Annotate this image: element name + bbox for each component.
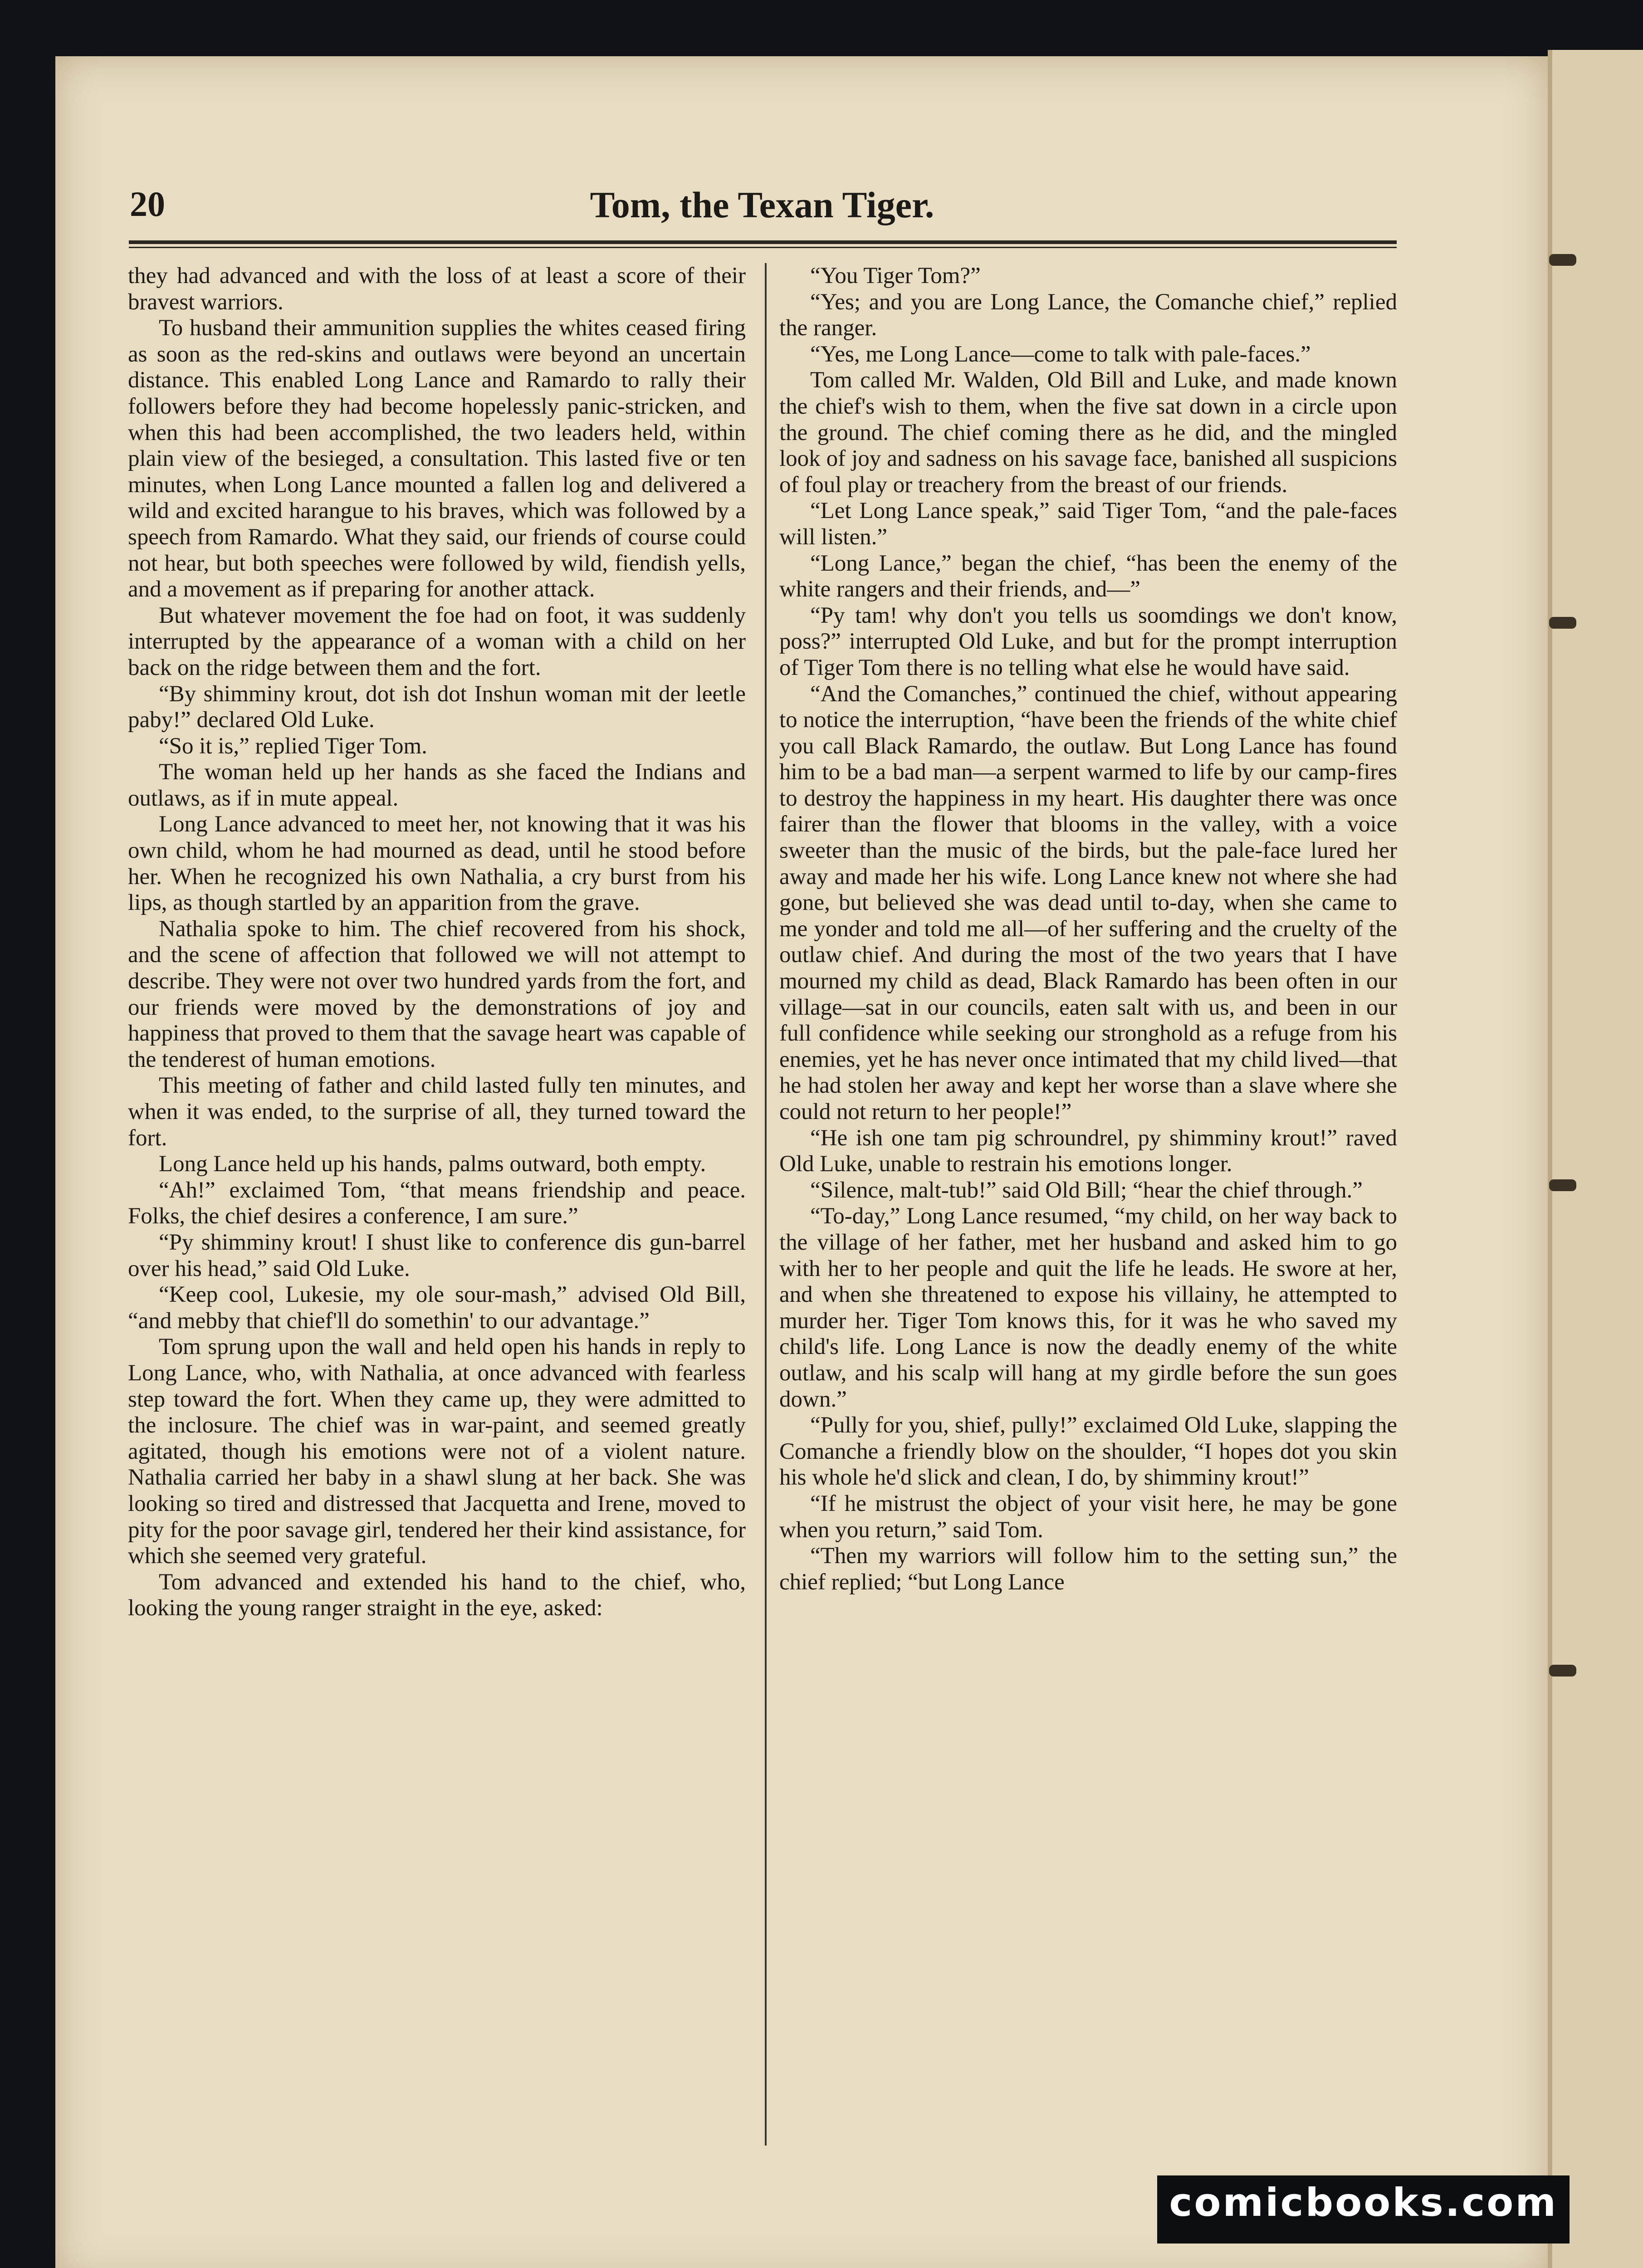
paragraph: This meeting of father and child lasted fully ten minutes, and when it was ended, to the surprise of all, they turned toward the fort. bbox=[128, 1073, 746, 1151]
paragraph: “Then my warriors will follow him to the setting sun,” the chief replied; “but Long Lance bbox=[779, 1543, 1397, 1595]
paragraph: they had advanced and with the loss of at least a score of their bravest warriors. bbox=[128, 263, 746, 315]
right-column bbox=[779, 263, 1397, 1595]
paragraph: “If he mistrust the object of your visit here, he may be gone when you return,” said Tom. bbox=[779, 1491, 1397, 1543]
header-rule bbox=[129, 240, 1397, 244]
binding-stitch bbox=[1549, 254, 1576, 266]
paragraph: “Pully for you, shief, pully!” exclaimed Old Luke, slapping the Comanche a friendly blow on the shoulder, “I hopes dot you skin his whole he'd slick and clean, I do, by shimminy krout!” bbox=[779, 1413, 1397, 1491]
paragraph: “So it is,” replied Tiger Tom. bbox=[159, 733, 427, 759]
paragraph: Long Lance advanced to meet her, not knowing that it was his own child, whom he had mourned as dead, until he stood before her. When he recognized his own Nathalia, a cry burst from his lips, as though startled by an apparition from the grave. bbox=[128, 811, 746, 916]
paragraph: “Ah!” exclaimed Tom, “that means friendship and peace. Folks, the chief desires a conference, I am sure.” bbox=[128, 1177, 746, 1229]
paragraph: The woman held up her hands as she faced the Indians and outlaws, as if in mute appeal. bbox=[128, 759, 746, 811]
paragraph: “Let Long Lance speak,” said Tiger Tom, “and the pale-faces will listen.” bbox=[779, 498, 1397, 550]
header-rule-thin bbox=[129, 247, 1397, 248]
paragraph: “Silence, malt-tub!” said Old Bill; “hear the chief through.” bbox=[810, 1177, 1363, 1203]
paragraph: Long Lance held up his hands, palms outward, both empty. bbox=[159, 1151, 706, 1177]
paragraph: Tom sprung upon the wall and held open his hands in reply to Long Lance, who, with Nathalia, at once advanced with fearless step toward the fort. When they came up, they were admitted to the inclosure. The chief was in war-paint, and seemed greatly agitated, though his emotions were not of a violent nature. Nathalia carried her baby in a shawl slung at her back. She was looking so tired and distressed that Jacquetta and Irene, moved to pity for the poor savage girl, tendered her their kind assistance, for which she seemed very grateful. bbox=[128, 1334, 746, 1569]
adjacent-page-edge bbox=[1548, 50, 1643, 2268]
site-watermark: comicbooks.com bbox=[1157, 2175, 1570, 2244]
paragraph: Nathalia spoke to him. The chief recovered from his shock, and the scene of affection that followed we will not attempt to describe. They were not over two hundred yards from the fort, and our friends were moved by the demonstrations of joy and happiness that proved to them that the savage heart was capable of the tenderest of human emotions. bbox=[128, 916, 746, 1072]
paragraph: “Long Lance,” began the chief, “has been the enemy of the white rangers and their friends, and—” bbox=[779, 550, 1397, 602]
page-number: 20 bbox=[130, 184, 165, 224]
paragraph: “Keep cool, Lukesie, my ole sour-mash,” advised Old Bill, “and mebby that chief'll do somethin' to our advantage.” bbox=[128, 1282, 746, 1334]
page-header bbox=[130, 184, 1394, 238]
paragraph: “Py tam! why don't you tells us soomdings we don't know, poss?” interrupted Old Luke, and but for the prompt interruption of Tiger Tom there is no telling what else he would have said. bbox=[779, 602, 1397, 680]
left-column bbox=[128, 263, 746, 1622]
paragraph: Tom called Mr. Walden, Old Bill and Luke, and made known the chief's wish to them, when the five sat down in a circle upon the ground. The chief coming there as he did, and the mingled look of joy and sadness on his savage face, banished all suspicions of foul play or treachery from the breast of our friends. bbox=[779, 367, 1397, 498]
paragraph: But whatever movement the foe had on foot, it was suddenly interrupted by the appearance of a woman with a child on her back on the ridge between them and the fort. bbox=[128, 602, 746, 680]
paragraph: “Py shimminy krout! I shust like to conference dis gun-barrel over his head,” said Old Luke. bbox=[128, 1229, 746, 1281]
binding-stitch bbox=[1549, 1179, 1576, 1191]
paragraph: “Yes; and you are Long Lance, the Comanche chief,” replied the ranger. bbox=[779, 289, 1397, 341]
running-title: Tom, the Texan Tiger. bbox=[590, 184, 934, 225]
paragraph: Tom advanced and extended his hand to the chief, who, looking the young ranger straight in the eye, asked: bbox=[128, 1569, 746, 1621]
paragraph: “And the Comanches,” continued the chief, without appearing to notice the interruption, “have been the friends of the white chief you call Black Ramardo, the outlaw. But Long Lance has found him to be a bad man—a serpent warmed to life by our camp-fires to destroy the happiness in my heart. His daughter there was once fairer than the flower that blooms in the valley, with a voice sweeter than the music of the birds, but the pale-face lured her away and made her his wife. Long Lance knew not where she had gone, but believed she was dead until to-day, when she came to me yonder and told me all—of her suffering and the cruelty of the outlaw chief. And during the most of the two years that I have mourned my child as dead, Black Ramardo has been often in our village—sat in our councils, eaten salt with us, and been in our full confidence while seeking our stronghold as a refuge from his enemies, yet he has never once intimated that my child lived—that he had stolen her away and kept her worse than a slave where she could not return to her people!” bbox=[779, 681, 1397, 1124]
paragraph: “Yes, me Long Lance—come to talk with pale-faces.” bbox=[810, 341, 1311, 367]
paragraph: “By shimminy krout, dot ish dot Inshun woman mit der leetle paby!” declared Old Luke. bbox=[128, 681, 746, 733]
column-divider bbox=[765, 263, 767, 2146]
paragraph: “To-day,” Long Lance resumed, “my child, on her way back to the village of her father, met her husband and asked him to go with her to her people and quit the life he leads. He swore at her, and when she threatened to expose his villainy, he attempted to murder her. Tiger Tom knows this, for it was he who saved my child's life. Long Lance is now the deadly enemy of the white outlaw, and his scalp will hang at my girdle before the sun goes down.” bbox=[779, 1203, 1397, 1412]
binding-stitch bbox=[1549, 1665, 1576, 1677]
binding-stitch bbox=[1549, 617, 1576, 629]
paragraph: To husband their ammunition supplies the whites ceased firing as soon as the red-skins and outlaws were beyond an uncertain distance. This enabled Long Lance and Ramardo to rally their followers before they had become hopelessly panic-stricken, and when this had been accomplished, the two leaders held, within plain view of the besieged, a consultation. This lasted five or ten minutes, when Long Lance mounted a fallen log and delivered a wild and excited harangue to his braves, which was followed by a speech from Ramardo. What they said, our friends of course could not hear, but both speeches were followed by wild, fiendish yells, and a movement as if preparing for another attack. bbox=[128, 315, 746, 602]
paragraph: “He ish one tam pig schroundrel, py shimminy krout!” raved Old Luke, unable to restrain his emotions longer. bbox=[779, 1125, 1397, 1177]
paragraph: “You Tiger Tom?” bbox=[810, 263, 981, 288]
